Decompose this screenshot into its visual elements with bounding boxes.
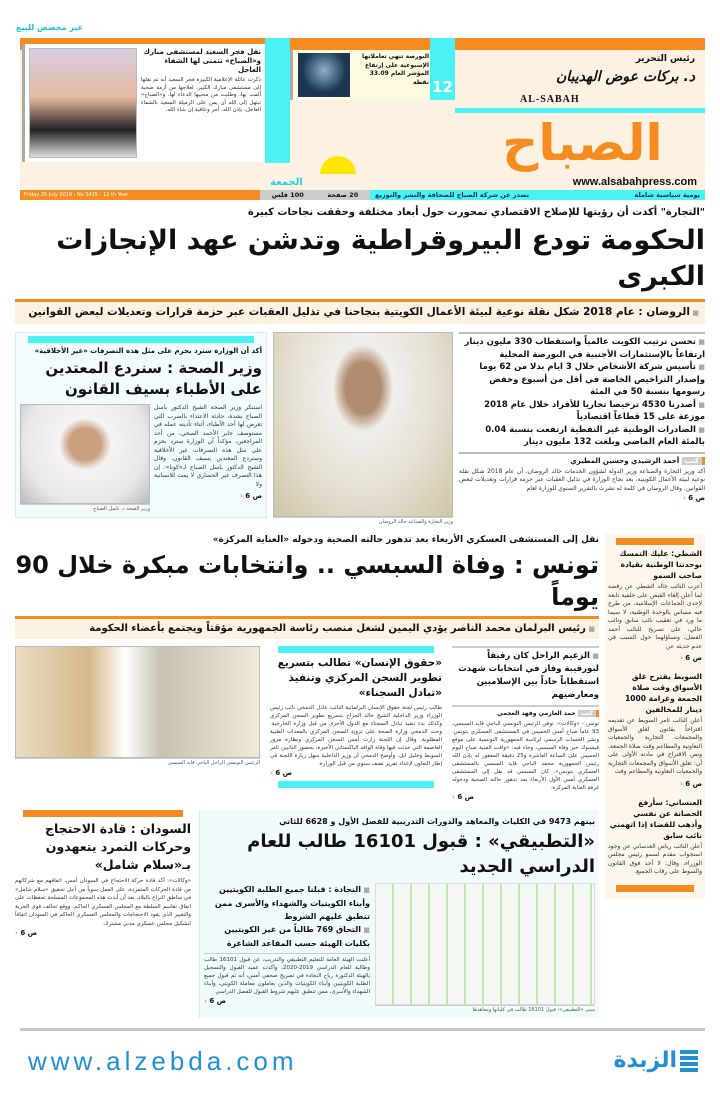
sudan-article[interactable] — [15, 810, 191, 938]
education-headline: «التطبيقي» : قبول 16101 طالب للعام الدراسي الجديد — [247, 831, 595, 877]
rights-body: طالب رئيس لجنة حقوق الإنسان البرلمانية النائب عادل الدمخي نائب رئيس الوزراء وزير الداخلية الشيخ خالد الجراح بتسريع تطوير السجن المركزي وكذلك بدء تنفيذ تبادل السجناء مع الدول الأخرى من قبل وزارة الخارجية. وحث الدمخي وزارة الصحة على تزويد السجن المركزي بالمعدات الطبية المطلوبة. وقال إن اللجنة زارت أمس السجن المركزي ونظارة مرور العاصمة التي حدثت فيها وفاة الوافد الباكستاني الأخيرة، بحضور النائبين ثامر السويط وخليل ابل. وأوضح الدمخي أن وزير الداخلية سهل زيارة اللجنة في إطار التعاون لإعداد تقرير نصف سنوي من قبل الوزارة. — [270, 705, 442, 767]
education-bullet: ■ التحاق 769 طالباً من غير الكويتيين بكليات الهيئة حسب المقاعد الشاغرة — [204, 923, 370, 950]
price-box — [260, 190, 370, 200]
lead-bullets — [459, 332, 705, 503]
editor-label: رئيس التحرير — [635, 54, 695, 64]
sidebar-item[interactable] — [608, 671, 702, 789]
health-minister-photo — [20, 404, 150, 504]
page-ref[interactable]: ص 6 ‹ — [270, 768, 442, 778]
lead-bullet: ■ تحسن ترتيب الكويت عالمياً واستقطاب 330 مليون دينار ارتفاعاً بالإستثمارات الأجنبية في البورصة المحلية — [459, 336, 705, 361]
commerce-minister-photo — [273, 332, 453, 517]
menu-lines-icon — [680, 1050, 698, 1072]
lead-photo-block — [273, 332, 453, 526]
tagline-bar — [370, 190, 705, 200]
orange-tab — [23, 810, 183, 817]
education-bullet: ■ النجادة : قبلنا جميع الطلبة الكويتيين وأبناء الكويتيات والشهداء والأسرى ممن تنطبق عليهم الشروط — [204, 883, 370, 923]
teaser-bourse-text: البورصة تنهي تعاملاتها الإسبوعية على إرتفاع المؤشر العام 33.09 نقطة — [362, 53, 429, 86]
sidebar-body: أعرب النائب خالد الشطي عن رفضه لما أعلن إلغاء القبض على خلفية تابعة لإحدى الجماعات الإسلامية، من طرح فيه مساس بالوحدة الوطنية، لا سيما ما ورد في تعقيب نائب سابق ونائب حالي، على تصريح للنائب أحمد الفضل، وتساؤلهما حول السبب في عدم حديثه عن — [608, 583, 702, 650]
sidebar-headline: السويط يقترح غلق الأسواق وقت صلاة الجمعة وغرامة 1000 دينار للمخالفين — [625, 672, 702, 714]
footer-divider — [20, 1028, 705, 1031]
education-article[interactable] — [199, 810, 599, 1018]
health-photo-block — [20, 404, 150, 513]
education-photo-block — [375, 883, 595, 1014]
tagline: يومية سياسية شاملة — [634, 191, 700, 199]
cyan-stripe — [278, 781, 434, 788]
education-body: أعلنت الهيئة العامة للتعليم التطبيقي والتدريب، عن قبول 16101 طالب وطالبة للعام الدراسي 2019-2020، وأكدت عميد القبول والتسجيل بالهيئة الدكتورة رباح النجادة في تصريح صحفي أمس، أنه تم قبول جميع الطلبة الكويتيين وأبناء الكويتيات والذين يعاملون معاملة الكويتي، وأبناء الشهداء والأسرى، ممن تنطبق عليهم شروط القبول للفصل الدراسي — [204, 953, 370, 996]
health-body: استنكر وزير الصحة الشيخ الدكتور باسل الصباح بشدة، حادثة الاعتداء بالضرب التي تعرض لها أحد الأطباء، أثناء تأديته عمله في مستوصف جابر الأحمد الصحي، من أحد المراجعين، مؤكداً أن الوزارة سترد بحزم على مثل هذه التصرفات غير الأخلاقية وسنردع المعتدين بسيف القانون. وقال الشيخ الدكتور باسل الصباح لـ«كونا»: إن هذا التصرف غير الحضاري لا يمت للانسانية ولا — [154, 404, 262, 488]
lead-bullet: ■ الصادرات الوطنية غير النفطية ارتفعت بنسبة 0.04 بالمئة العام الماضي وبلغت 132 مليون دينار — [459, 424, 705, 449]
not-for-sale-note: غير مخصص للبيع — [16, 23, 84, 32]
sidebar-body: أعلن النائب ثامر السويط عن تقديمه اقتراحاً بقانون لغلق الأسواق والمجمعات التجارية والجمعيات التعاونية والمطاعم وقت صلاة الجمعة. ونص الاقتراح في مادته الأولى على أن: تغلق الأسواق والمجمعات التجارية والجمعيات التعاونية والمطاعم وقت — [608, 717, 702, 775]
lead-bullet: ■ تأسيس شركة الأشخاص خلال 3 ايام بدلا من 62 يوما وإصدار التراخيص الخاصة في أقل من أسبوع وخفض رسومها بنسبة 50 في المئة — [459, 361, 705, 399]
page-count: 20 صفحة — [327, 191, 359, 199]
logo-arabic: الصباح — [502, 114, 663, 172]
essebsi-photo-block — [15, 646, 260, 767]
teaser-page-number: 12 — [432, 78, 453, 96]
tunisia-subhead: ■ رئيس البرلمان محمد الناصر يؤدي اليمين لشغل منصب رئاسة الجمهورية مؤقتاً ويجتمع بأعضاء الحكومة — [15, 619, 599, 639]
page-ref[interactable]: ص 6 ‹ — [459, 493, 705, 503]
photo-caption: وزير الصحة د. باسل الصباح — [20, 504, 150, 513]
issue-day: الجمعة — [270, 177, 303, 188]
teaser-title-line2: و«الصباح» تتمنى لها الشفاء العاجل — [164, 57, 261, 74]
masthead-website[interactable]: www.alsabahpress.com — [572, 176, 697, 188]
paaet-building-photo — [375, 883, 595, 1005]
byline: أحمد الرشيدي وحسين المطيري — [570, 456, 680, 465]
tunisia-headline[interactable]: تونس : وفاة السبسي .. وانتخابات مبكرة خلال 90 يوماً — [15, 551, 599, 611]
photo-caption: وزير التجارة والصناعة خالد الروضان — [273, 517, 453, 526]
page-ref[interactable]: ص 6 ‹ — [452, 792, 599, 802]
date-line: Friday 26 July 2019 - No 5425 - 12 th Year — [20, 190, 260, 200]
lead-kicker: "التجارة" أكدت أن رؤيتها للإصلاح الاقتصادي تمحورت حول أبعاد مختلفة وحققت نجاحات كبيرة — [247, 207, 705, 218]
tunisia-byline — [452, 705, 599, 718]
sidebar — [605, 534, 705, 899]
education-kicker: بينهم 9473 في الكليات والمعاهد والدورات التدريبية للفصل الأول و 6628 للثاني — [279, 817, 595, 826]
photo-caption: مبنى «التطبيقي»: قبول 16101 طالب في كلياتها ومعاهدها — [375, 1005, 595, 1014]
cyan-stripe — [278, 646, 434, 653]
footer-website[interactable]: www.alzebda.com — [28, 1046, 298, 1076]
alzebda-logo — [614, 1047, 698, 1075]
lead-section — [15, 206, 705, 324]
education-bullets — [204, 883, 370, 1006]
lead-bullet: ■ أصدرنا 4530 ترخيصا تجاريا للأفراد خلال عام 2018 موزعة على 15 قطاعاً اقتصادياً — [459, 399, 705, 424]
byline: حمد العازمي وفهد العجمي — [497, 710, 576, 717]
cyan-stripe — [28, 336, 254, 343]
fajr-alsaeed-photo — [29, 48, 137, 158]
page-ref[interactable]: ص 6 ‹ — [608, 779, 702, 789]
lower-main — [15, 534, 599, 1018]
lead-body: أكد وزير التجارة والصناعة وزير الدولة لشؤون الخدمات خالد الروضان، أن عام 2018 شكل نقلة نوعية لبيئة الأعمال الكويتية، بعد نجاح الوزارة في تذليل العقبات عبر حزمة قرارات وتعديلات لبعض القوانين. وقال الروضان في كلمة له نشرت بالتقرير السنوي للوزارة لعام — [459, 467, 706, 492]
health-kicker: أكد أن الوزارة سترد بحزم على مثل هذه التصرفات «غير الأخلاقية» — [34, 347, 262, 355]
publisher: تصدر عن شركة الصباح للصحافة والنشر والتوزيع — [375, 191, 530, 199]
sidebar-item[interactable] — [608, 548, 702, 663]
byline-tag: كتب — [682, 457, 705, 465]
masthead — [20, 38, 705, 200]
lead-subhead: ■ الروضان : عام 2018 شكل نقلة نوعية لبيئة الأعمال الكويتية بنجاحنا في تذليل العقبات عبر حزمة قرارات وتعديلات لبعض القوانين — [15, 302, 705, 324]
bourse-logo-photo — [298, 53, 350, 97]
lead-headline[interactable]: الحكومة تودع البيروقراطية وتدشن عهد الإنجازات الكبرى — [56, 225, 705, 292]
tunisia-kicker: نقل إلى المستشفى العسكري الأربعاء بعد تدهور حالته الصحية ودخوله «العناية المركزة» — [212, 535, 599, 545]
sidebar-headline: العنساني: سأرفع الحصانة عن نفسي وأذهب للقضاء إذا اتهمني نائب سابق — [609, 797, 702, 840]
orange-tab — [616, 538, 694, 545]
sidebar-body: أعلن النائب رياض العدساني عن وجود استجواب مقدم لسمو رئيس مجلس الوزراء، وقال: لا أحد فوق القانون والسوط على رقاب الجميع. — [608, 842, 702, 875]
tunisia-body: تونس - «وكالات»: توفي الرئيس التونسي الباجي قايد السبسي، 93 عاماً صباح أمس الخميس في المستشفى العسكري بتونس. ونشر الحساب الرسمي لرئاسة الجمهورية التونسية على موقع فيسبوك خبر وفاة السبسي، وجاء فيه: «وافت المنية صباح اليوم الخميس على الساعة العاشرة و25 دقيقة المغفور له بإذن الله رئيس الجمهورية محمد الباجي قايد السبسي بالمستشفى العسكري بتونس». كان السبسي قد نقل إلى المستشفى العسكري أمس الأول الأربعاء بعد تدهور حالته الصحية ودخوله غرفة العناية المركزة. — [452, 721, 599, 791]
logo-english: AL-SABAH — [520, 94, 580, 105]
byline-tag: كتب — [578, 710, 599, 717]
page-ref[interactable]: ص 6 ‹ — [15, 928, 191, 938]
tunisia-article[interactable] — [452, 646, 599, 802]
health-article[interactable] — [15, 332, 267, 518]
cyan-column — [265, 38, 290, 163]
rights-headline: «حقوق الإنسان» تطالب بتسريع تطوير السجن المركزي وتنفيذ «تبادل السجناء» — [277, 657, 442, 699]
teaser-text — [141, 48, 261, 158]
cyan-stripe — [455, 108, 705, 113]
price: 100 فلس — [271, 191, 304, 199]
health-headline: وزير الصحة : سنردع المعتدين على الأطباء بسيف القانون — [45, 359, 262, 398]
tunisia-side-headline: ■ الزعيم الراحل كان رفيقاً لبورقيبة وفاز في انتخابات شهدت استقطاباً حاداً بين الإسلاميين ومعارضيهم — [452, 650, 599, 702]
lead-byline — [459, 452, 705, 466]
teaser-bourse[interactable] — [290, 50, 430, 100]
page-ref[interactable]: ص 6 ‹ — [154, 491, 262, 501]
sidebar-item[interactable] — [608, 797, 702, 877]
sudan-body: «وكالات»: أكد قادة حركة الاحتجاج في السودان أمس، اتفاقهم مع شركائهم من قادة الحركات المتمردة، على العمل سوياً من أجل تحقيق «سلام شامل» في مناطق النزاع بالبلاد، بعد أن أبدت هذه المجموعات المسلحة تحفظات على اتفاق تقاسم السلطة مع المجلس العسكري الحاكم. ووقع تحالف قوى الحرية والتغيير الذي يقود الاحتجاجات والمجلس العسكري الحاكم في السودان اتفاقاً لتشكيل مجلس عسكري مدني مشترك. — [15, 878, 191, 927]
rights-article[interactable] — [270, 646, 442, 791]
sidebar-headline: الشطي: عليك التمسك بوحدتنا الوطنية بقيادة صاحب السمو — [619, 549, 702, 580]
editor-name: د. بركات عوض الهديبان — [555, 69, 695, 85]
photo-caption: الرئيس التونسي الراحل الباجي قايد السبسي — [15, 758, 260, 767]
sudan-headline: السودان : قادة الاحتجاج وحركات التمرد يتعهدون بـ«سلام شامل» — [44, 821, 191, 872]
essebsi-photo — [15, 646, 260, 758]
teaser-title-line1: نقل فجر السعيد لمستشفى مبارك — [143, 48, 261, 56]
page-ref[interactable]: ص 6 ‹ — [204, 996, 370, 1006]
alzebda-logo-text: الزبدة — [613, 1048, 677, 1073]
page-ref[interactable]: ص 6 ‹ — [608, 653, 702, 663]
orange-tab — [616, 885, 694, 892]
teaser-body: ذكرت عائلة الإعلامية الكبيرة فجر السعيد أنه تم نقلها إلى مستشفى مبارك الكبير، لعلاجها من أزمة صحية ألمت بها، وطلبت من محبيها الدعاء لها. و«الصباح» تبتهل إلى الله أن يمن على الزميلة السعيد بالشفاء العاجل، بإذن الله. أجر وعافية إن شاء الله. — [141, 77, 261, 113]
teaser-mubarak[interactable] — [22, 44, 265, 162]
